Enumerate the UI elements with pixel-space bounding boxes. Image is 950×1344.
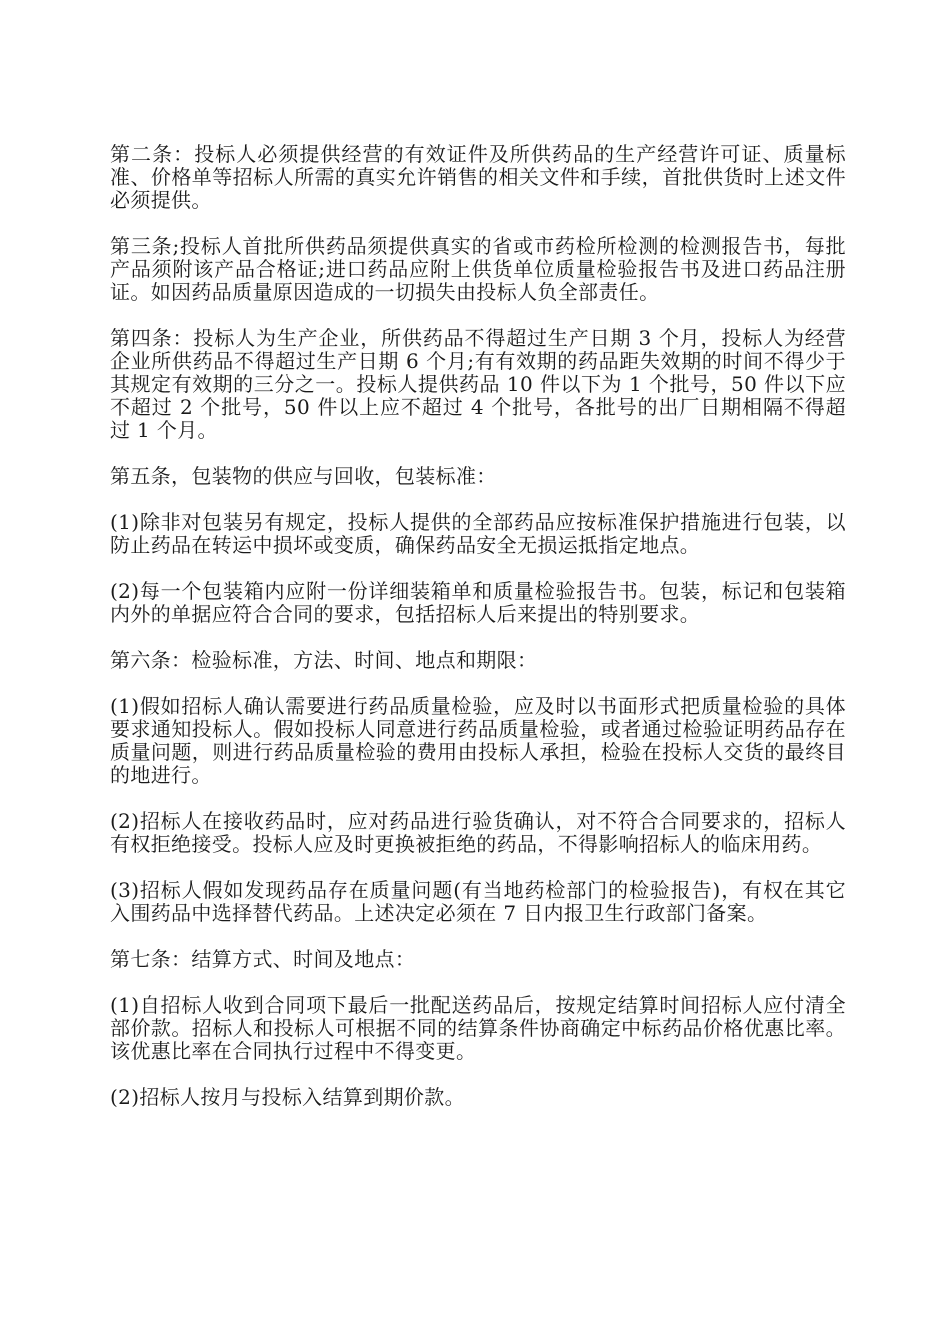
article-5-heading: 第五条，包装物的供应与回收，包装标准： — [110, 464, 497, 488]
article-3-paragraph: 第三条;投标人首批所供药品须提供真实的省或市药检所检测的检测报告书，每批产品须附该产品合格证;进口药品应附上供货单位质量检验报告书及进口药品注册证。如因药品质量原因造成的一切损失由投标人负全部责任。 — [110, 234, 846, 304]
article-6-heading: 第六条：检验标准，方法、时间、地点和期限： — [110, 648, 538, 672]
article-5-item-2: (2)每一个包装箱内应附一份详细装箱单和质量检验报告书。包装，标记和包装箱内外的单据应符合合同的要求，包括招标人后来提出的特别要求。 — [110, 579, 846, 626]
document-page — [110, 143, 846, 1132]
article-7-heading: 第七条：结算方式、时间及地点： — [110, 947, 416, 971]
article-6-item-2: (2)招标人在接收药品时，应对药品进行验货确认，对不符合合同要求的，招标人有权拒绝接受。投标人应及时更换被拒绝的药品，不得影响招标人的临床用药。 — [110, 809, 846, 856]
article-7-item-2: (2)招标人按月与投标入结算到期价款。 — [110, 1085, 465, 1109]
article-6-item-3: (3)招标人假如发现药品存在质量问题(有当地药检部门的检验报告)，有权在其它入围药品中选择替代药品。上述决定必须在 7 日内报卫生行政部门备案。 — [110, 878, 846, 925]
article-7-item-1: (1)自招标人收到合同项下最后一批配送药品后，按规定结算时间招标人应付清全部价款。招标人和投标人可根据不同的结算条件协商确定中标药品价格优惠比率。该优惠比率在合同执行过程中不得变更。 — [110, 993, 846, 1063]
article-5-item-1: (1)除非对包装另有规定，投标人提供的全部药品应按标准保护措施进行包装，以防止药品在转运中损坏或变质，确保药品安全无损运抵指定地点。 — [110, 510, 846, 557]
article-6-item-1: (1)假如招标人确认需要进行药品质量检验，应及时以书面形式把质量检验的具体要求通知投标人。假如投标人同意进行药品质量检验，或者通过检验证明药品存在质量问题，则进行药品质量检验的费用由投标人承担，检验在投标人交货的最终目的地进行。 — [110, 694, 846, 787]
article-2-paragraph: 第二条：投标人必须提供经营的有效证件及所供药品的生产经营许可证、质量标准、价格单等招标人所需的真实允许销售的相关文件和手续，首批供货时上述文件必须提供。 — [110, 142, 846, 212]
article-4-paragraph: 第四条：投标人为生产企业，所供药品不得超过生产日期 3 个月，投标人为经营企业所供药品不得超过生产日期 6 个月;有有效期的药品距失效期的时间不得少于其规定有效期的三分之一。投标人提供药品 10 件以下为 1 个批号，50 件以下应不超过 2 个批号，50 件以上应不超过 4 个批号，各批号的出厂日期相隔不得超过 1 个月。 — [110, 326, 846, 442]
